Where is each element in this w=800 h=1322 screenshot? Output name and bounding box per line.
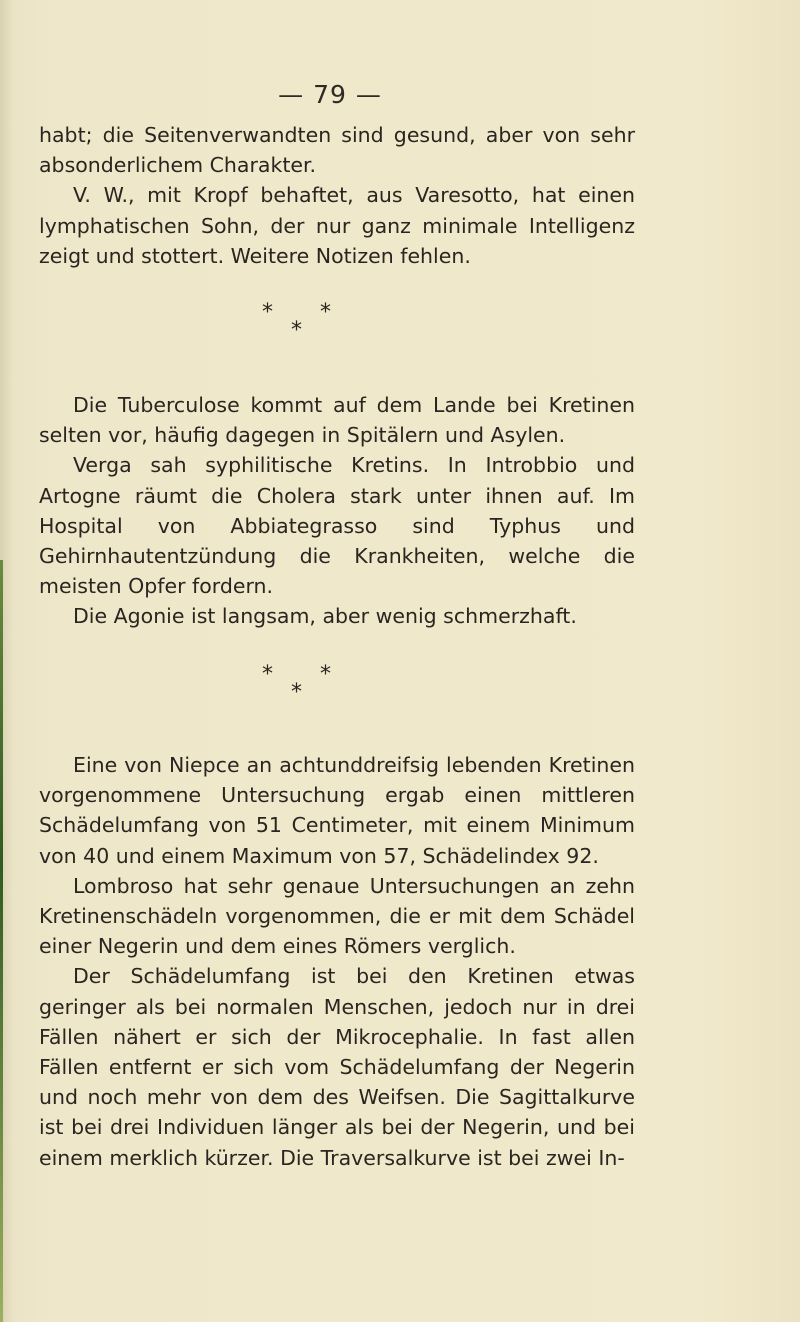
- text-block-1: [39, 120, 635, 271]
- asterisk: *: [291, 680, 302, 705]
- asterisk: *: [320, 662, 331, 687]
- text-block-3: [39, 750, 635, 1173]
- paragraph: Die Agonie ist langsam, aber wenig schmerzhaft.: [73, 604, 577, 629]
- paragraph: habt; die Seitenverwandten sind gesund, aber von sehr absonderlichem Charakter.: [39, 123, 635, 178]
- paragraph: V. W., mit Kropf behaftet, aus Varesotto, hat einen lymphatischen Sohn, der nur ganz minimale Intelligenz zeigt und stottert. Weitere Notizen fehlen.: [39, 183, 635, 268]
- asterisk: *: [262, 300, 273, 325]
- section-separator: [0, 300, 660, 343]
- asterisk: *: [262, 662, 273, 687]
- page-number: — 79 —: [278, 80, 382, 109]
- paragraph: Der Schädelumfang ist bei den Kretinen etwas geringer als bei normalen Menschen, jedoch nur in drei Fällen nähert er sich der Mikrocephalie. In fast allen Fällen entfernt er sich vom Schädelumfang der Negerin und noch mehr von dem des Weifsen. Die Sagittalkurve ist bei drei Individuen länger als bei der Negerin, und bei einem merklich kürzer. Die Traversalkurve ist bei zwei In-: [39, 964, 635, 1170]
- text-block-2: [39, 390, 635, 632]
- asterisk: *: [291, 318, 302, 343]
- paragraph: Eine von Niepce an achtunddreifsig lebenden Kretinen vorgenommene Untersuchung ergab einen mittleren Schädelumfang von 51 Centimeter, mit einem Minimum von 40 und einem Maximum von 57, Schädelindex 92.: [39, 753, 635, 868]
- paragraph: Die Tuberculose kommt auf dem Lande bei Kretinen selten vor, häufig dagegen in Spitälern und Asylen.: [39, 393, 635, 448]
- section-separator: [0, 662, 660, 705]
- paragraph: Lombroso hat sehr genaue Untersuchungen an zehn Kretinenschädeln vorgenommen, die er mit dem Schädel einer Negerin und dem eines Römers verglich.: [39, 873, 635, 959]
- asterisk: *: [320, 300, 331, 325]
- paragraph: Verga sah syphilitische Kretins. In Introbbio und Artogne räumt die Cholera stark unter ihnen auf. Im Hospital von Abbiategrasso sind Typhus und Gehirnhautentzündung die Krankheiten, welche die meisten Opfer fordern.: [39, 453, 635, 599]
